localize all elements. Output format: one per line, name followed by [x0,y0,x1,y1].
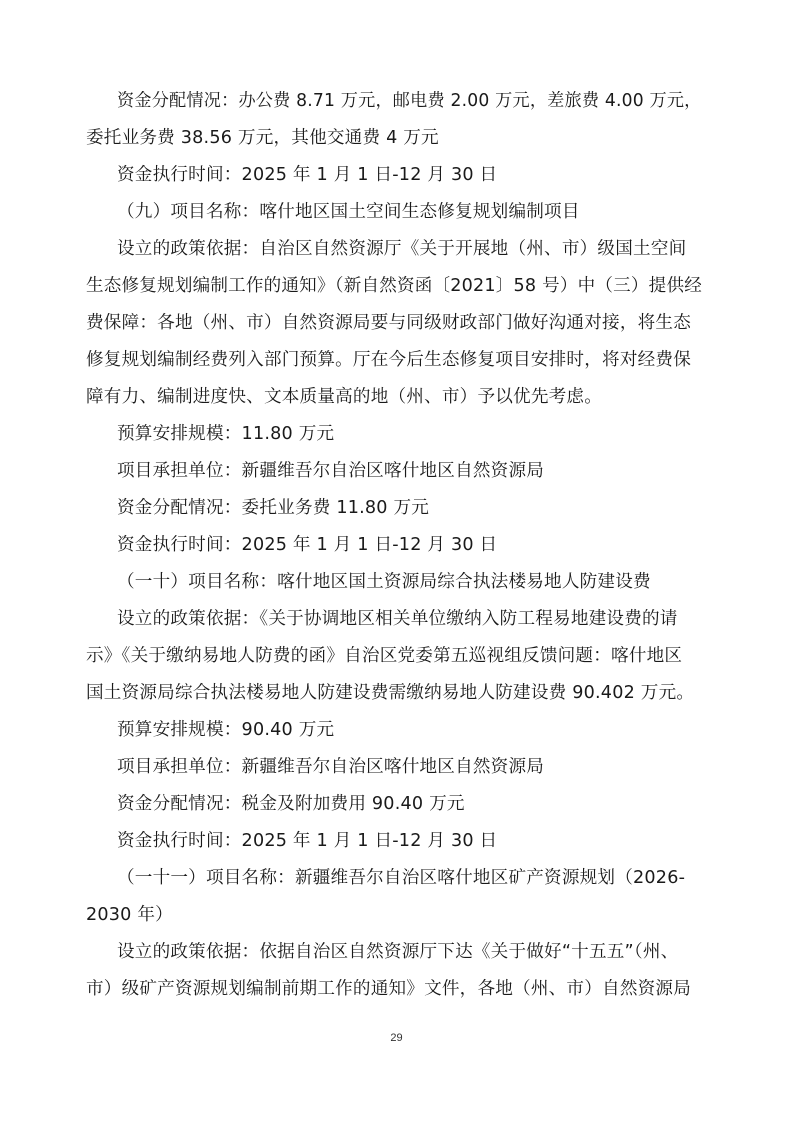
page-number: 29 [390,1032,403,1044]
text-line: 资金分配情况：办公费 8.71 万元，邮电费 2.00 万元，差旅费 4.00 万元， [117,91,702,111]
text-line: 资金分配情况：委托业务费 11.80 万元 [117,498,430,518]
text-line: 资金执行时间：2025 年 1 月 1 日-12 月 30 日 [117,831,498,851]
text-line: 国土资源局综合执法楼易地人防建设费需缴纳易地人防建设费 90.402 万元。 [86,683,695,703]
text-line: 示》《关于缴纳易地人防费的函》自治区党委第五巡视组反馈问题：喀什地区 [86,646,683,666]
text-line: 资金执行时间：2025 年 1 月 1 日-12 月 30 日 [117,535,498,555]
section-heading: （九）项目名称：喀什地区国土空间生态修复规划编制项目 [117,202,580,222]
text-line: 项目承担单位：新疆维吾尔自治区喀什地区自然资源局 [117,461,545,481]
text-line: 预算安排规模：11.80 万元 [117,424,335,444]
text-line: 2030 年） [86,905,173,925]
text-line: 委托业务费 38.56 万元，其他交通费 4 万元 [86,128,439,148]
text-line: 项目承担单位：新疆维吾尔自治区喀什地区自然资源局 [117,757,545,777]
text-line: 生态修复规划编制工作的通知》（新自然资函〔2021〕58 号）中（三）提供经 [86,276,702,296]
text-line: 障有力、编制进度快、文本质量高的地（州、市）予以优先考虑。 [86,387,603,407]
text-line: 预算安排规模：90.40 万元 [117,720,335,740]
text-line: 设立的政策依据：依据自治区自然资源厅下达《关于做好“十五五”（州、 [117,942,679,962]
text-line: 费保障：各地（州、市）自然资源局要与同级财政部门做好沟通对接，将生态 [86,313,691,333]
text-line: 市）级矿产资源规划编制前期工作的通知》文件，各地（州、市）自然资源局 [86,979,691,999]
text-line: 修复规划编制经费列入部门预算。厅在今后生态修复项目安排时，将对经费保 [86,350,691,370]
section-heading: （一十一）项目名称：新疆维吾尔自治区喀什地区矿产资源规划（2026- [117,868,686,888]
text-line: 设立的政策依据：《关于协调地区相关单位缴纳入防工程易地建设费的请 [117,609,678,629]
text-line: 资金执行时间：2025 年 1 月 1 日-12 月 30 日 [117,165,498,185]
text-line: 资金分配情况：税金及附加费用 90.40 万元 [117,794,465,814]
section-heading: （一十）项目名称：喀什地区国土资源局综合执法楼易地人防建设费 [117,572,651,592]
text-line: 设立的政策依据：自治区自然资源厅《关于开展地（州、市）级国土空间 [117,239,687,259]
